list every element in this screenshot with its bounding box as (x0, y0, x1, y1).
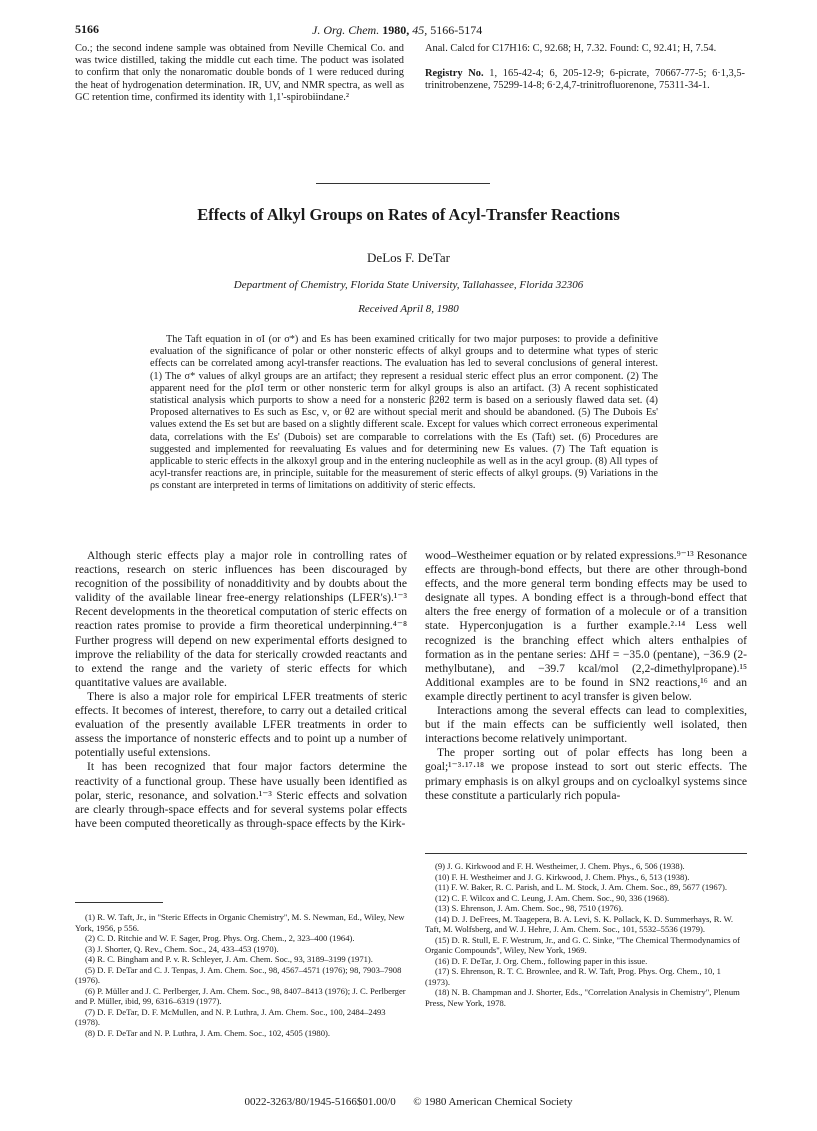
footnote: (4) R. C. Bingham and P. v. R. Schleyer, J. Am. Chem. Soc., 93, 3189–3199 (1971). (85, 954, 373, 964)
body-paragraph: It has been recognized that four major factors determine the reactivity of a functional group. These have usually been identified as polar, steric, resonance, and solvation.¹⁻³ Steric effects and solvation are clearly through-space effects and for several systems polar effects have been computed theoretically as through-space effects by the Kirk- (75, 760, 407, 830)
footnote: (18) N. B. Champman and J. Shorter, Eds., "Correlation Analysis in Chemistry", Plenum Press, New York, 1978. (425, 987, 740, 1008)
footnotes-right (425, 861, 747, 1008)
received-date: Received April 8, 1980 (358, 303, 459, 315)
footnote: (1) R. W. Taft, Jr., in "Steric Effects in Organic Chemistry", M. S. Newman, Ed., Wiley, New York, 1956, p 556. (75, 912, 405, 933)
prev-article-experimental (75, 43, 404, 104)
footnote: (8) D. F. DeTar and N. P. Luthra, J. Am. Chem. Soc., 102, 4505 (1980). (85, 1027, 331, 1038)
footnote: (14) D. J. DeFrees, M. Taagepera, B. A. Levi, S. K. Pollack, K. D. Summerhays, R. W. Taft, M. Wolfsberg, and W. J. Hehre, J. Am. Chem. Soc., 101, 5532–5536 (1979). (425, 913, 734, 934)
footnote: (3) J. Shorter, Q. Rev., Chem. Soc., 24, 433–453 (1970). (85, 943, 279, 954)
body-paragraph: Although steric effects play a major role in controlling rates of reactions, research on steric influences has been discouraged by recognition of the possibility of nonadditivity and by doubts about the validity of the available linear free-energy relationships (LFER's).¹⁻³ Recent developments in the theoretical computation of steric effects on reaction rates promise to provide a firm theoretical underpinning.⁴⁻⁸ Further progress will depend on new experimental efforts designed to improve the reliability of the data for sterically crowded reactants and to extend the range and the variety of steric effects for which quantitative values are available. (75, 549, 407, 689)
body-paragraph: Interactions among the several effects can lead to complexities, but if the main effects can be sufficiently well isolated, then interactions become relatively unimportant. (425, 704, 747, 746)
page-footer (0, 1096, 817, 1108)
copyright-notice: © 1980 American Chemical Society (413, 1096, 573, 1108)
journal-year: 1980, (382, 23, 410, 37)
journal-volume: 45, (412, 23, 428, 37)
article-affiliation: Department of Chemistry, Florida State University, Tallahassee, Florida 32306 (233, 279, 584, 291)
footnote: (7) D. F. DeTar, D. F. McMullen, and N. P. Luthra, J. Am. Chem. Soc., 100, 2484–2493 (1978). (75, 1006, 386, 1027)
document-code: 0022-3263/80/1945-5166$01.00/0 (244, 1096, 396, 1108)
footnote: (6) P. Müller and J. C. Perlberger, J. Am. Chem. Soc., 98, 8407–8413 (1976); J. C. Perlberger and P. Müller, ibid, 99, 6316–6319 (1977). (75, 985, 406, 1006)
footnote: (13) S. Ehrenson, J. Am. Chem. Soc., 98, 7510 (1976). (435, 903, 624, 913)
prev-article-text: Co.; the second indene sample was obtained from Neville Chemical Co. and was twice distilled, taking the middle cut each time. The poduct was isolated to confirm that only the nonaromatic double bonds of 1 were reduced during the heat of hydrogenation determination. IR, UV, and NMR spectra, as well as GC retention time, confirmed its identity with 1,1'-spirobiindane.² (75, 43, 404, 103)
article-title: Effects of Alkyl Groups on Rates of Acyl-Transfer Reactions (197, 205, 620, 224)
journal-pages: 5166-5174 (430, 23, 483, 37)
footnote: (16) D. F. DeTar, J. Org. Chem., following paper in this issue. (435, 955, 648, 966)
footnote-rule-right (425, 853, 747, 854)
journal-name: J. Org. Chem. (312, 23, 380, 37)
body-paragraph: There is also a major role for empirical LFER treatments of steric effects. It becomes of interest, therefore, to carry out a detailed critical evaluation of the presently available LFER treatments in order to assess the importance of nonsteric effects and to point up a number of potentially useful extensions. (75, 689, 407, 760)
footnotes-left (75, 912, 407, 1038)
abstract: The Taft equation in σI (or σ*) and Es has been examined critically for two major purposes: to provide a definitive evaluation of the significance of polar or other nonsteric effects of alkyl groups and to determine what types of steric effects can be correlated among acyl-transfer reactions. The evaluation has led to several conclusions of general interest. (1) The σ* values of alkyl groups are an artifact; they represent a residual steric effect plus an error component. (2) The apparent need for the ρIσI term or other nonsteric term for alkyl groups is also an artifact. (3) A recent sophisticated statistical analysis which purports to show a need for a nonsteric β2θ2 term is based on a seriously flawed data set. (4) Proposed alternatives to Es such as Esc, ν, or θ2 are without special merit and should be abandoned. (5) The Dubois Es' values extend the Es set but are based on a slightly different scale. Except for values which correct erroneous experimental data, correlations with the Es' (Dubois) set are comparable to correlations with the Es (Taft) set. (6) Procedures are suggested and implemented for reevaluating Es values and for determining new Es values. (7) The Taft equation is applicable to steric effects in the alkoxyl group and in the entering nucleophile as well as in the acyl group. (8) All types of acyl-transfer reactions are, in principle, suitable for the measurement of steric effects of alkyl groups. (9) Variations in the ρs constant are interpreted in terms of limitations on additivity of steric effects. (150, 334, 658, 492)
footnote: (15) D. R. Stull, E. F. Westrum, Jr., and G. C. Sinke, "The Chemical Thermodynamics of Organic Compounds", Wiley, New York, 1969. (425, 934, 740, 955)
footnote: (10) F. H. Westheimer and J. G. Kirkwood, J. Chem. Phys., 6, 513 (1938). (435, 871, 690, 882)
registry-label: Registry No. (425, 68, 484, 80)
body-right-column (425, 549, 747, 803)
journal-citation (312, 23, 482, 38)
body-paragraph: The proper sorting out of polar effects has long been a goal;¹⁻³·¹⁷·¹⁸ we propose instead to sort out steric effects. The primary emphasis is on alkyl groups and on cycloalkyl systems since these constitute a particularly rich popula- (425, 746, 747, 802)
analysis-text: Anal. Calcd for C17H16: C, 92.68; H, 7.32. Found: C, 92.41; H, 7.54. (425, 43, 717, 54)
body-left-column (75, 549, 407, 831)
footnote: (2) C. D. Ritchie and W. F. Sager, Prog. Phys. Org. Chem., 2, 323–400 (1964). (85, 933, 355, 943)
article-divider (316, 183, 490, 184)
footnote: (17) S. Ehrenson, R. T. C. Brownlee, and R. W. Taft, Prog. Phys. Org. Chem., 10, 1 (1973). (425, 966, 721, 987)
page-number: 5166 (75, 22, 99, 36)
footnote: (9) J. G. Kirkwood and F. H. Westheimer, J. Chem. Phys., 6, 506 (1938). (435, 861, 685, 871)
article-author: DeLos F. DeTar (367, 250, 450, 265)
registry-block (425, 68, 745, 92)
prev-article-analysis (425, 43, 745, 93)
body-paragraph: wood–Westheimer equation or by related expressions.⁹⁻¹³ Resonance effects are through-bond effects, but there are other through-bond effects, and the more general term bonding effects may be used to designate all types. A bonding effect is a through-bond effect that alters the free energy of formation of a molecule or of a transition state. Hyperconjugation is a further example.²·¹⁴ Less well recognized is the branching effect which alters enthalpies of formation as in the pentane series: ΔHf = −35.0 (pentane), −36.9 (2-methylbutane), and −39.7 kcal/mol (2,2-dimethylpropane).¹⁵ Additional examples are to be found in SN2 reactions,¹⁶ and an example directly pertinent to acyl transfer is given below. (425, 549, 747, 703)
registry-text: 1, 165-42-4; 6, 205-12-9; 6-picrate, 70667-77-5; 6·1,3,5-trinitrobenzene, 75299-14-8; 6·2,4,7-trinitrofluorenone, 75311-34-1. (425, 68, 745, 92)
footnote: (12) C. F. Wilcox and C. Leung, J. Am. Chem. Soc., 90, 336 (1968). (435, 892, 670, 903)
footnote: (5) D. F. DeTar and C. J. Tenpas, J. Am. Chem. Soc., 98, 4567–4571 (1976); 98, 7903–7908 (1976). (75, 964, 402, 985)
footnote: (11) F. W. Baker, R. C. Parish, and L. M. Stock, J. Am. Chem. Soc., 89, 5677 (1967). (435, 882, 728, 892)
footnote-rule-left (75, 902, 163, 903)
